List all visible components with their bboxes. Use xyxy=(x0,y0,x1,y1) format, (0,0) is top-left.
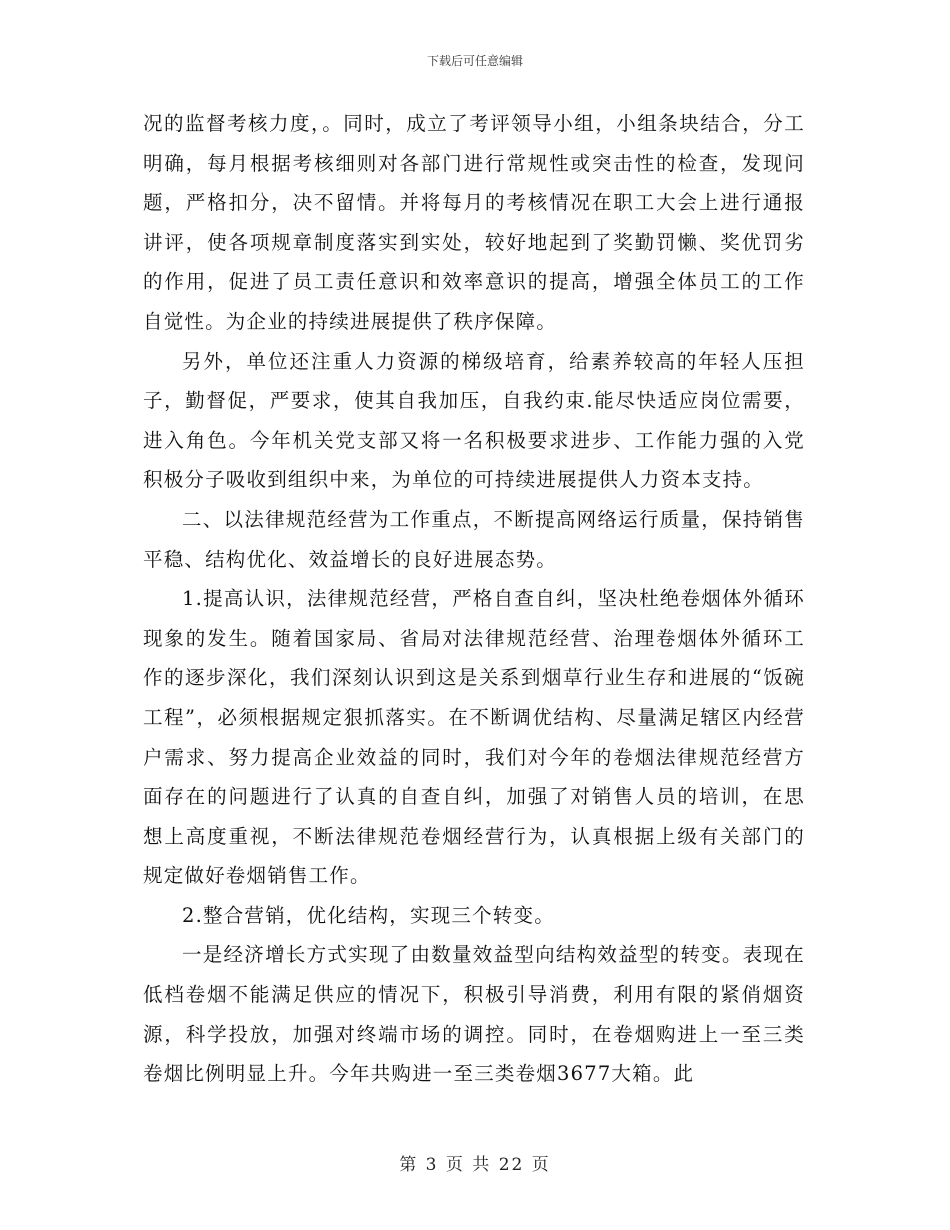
page-header-note: 下载后可任意编辑 xyxy=(426,54,523,68)
paragraph-4: 1.提高认识，法律规范经营，严格自查自纠，坚决杜绝卷烟体外循环现象的发生。随着国家局、省局对法律规范经营、治理卷烟体外循环工作的逐步深化，我们深刻认识到这是关系到烟草行业生存和进展的“饭碗工程”，必须根据规定狠抓落实。在不断调优结构、尽量满足辖区内经营户需求、努力提高企业效益的同时，我们对今年的卷烟法律规范经营方面存在的问题进行了认真的自查自纠，加强了对销售人员的培训，在思想上高度重视，不断法律规范卷烟经营行为，认真根据上级有关部门的规定做好卷烟销售工作。 xyxy=(143,587,805,888)
paragraph-3-section-heading: 二、以法律规范经营为工作重点，不断提高网络运行质量，保持销售平稳、结构优化、效益增长的良好进展态势。 xyxy=(143,507,805,571)
paragraph-5-subheading: 2.整合营销，优化结构，实现三个转变。 xyxy=(182,903,555,927)
paragraph-2: 另外，单位还注重人力资源的梯级培育，给素养较高的年轻人压担子，勤督促，严要求，使其自我加压，自我约束.能尽快适应岗位需要，进入角色。今年机关党支部又将一名积极要求进步、工作能力强的入党积极分子吸收到组织中来，为单位的可持续进展提供人力资本支持。 xyxy=(143,349,805,492)
page-number-footer: 第 3 页 共 22 页 xyxy=(399,1155,551,1175)
document-body xyxy=(143,104,805,1094)
paragraph-1: 况的监督考核力度，。同时，成立了考评领导小组，小组条块结合，分工明确，每月根据考核细则对各部门进行常规性或突击性的检查，发现问题，严格扣分，决不留情。并将每月的考核情况在职工大会上进行通报讲评，使各项规章制度落实到实处，较好地起到了奖勤罚懒、奖优罚劣的作用，促进了员工责任意识和效率意识的提高，增强全体员工的工作自觉性。为企业的持续进展提供了秩序保障。 xyxy=(143,112,805,333)
paragraph-6: 一是经济增长方式实现了由数量效益型向结构效益型的转变。表现在低档卷烟不能满足供应的情况下，积极引导消费，利用有限的紧俏烟资源，科学投放，加强对终端市场的调控。同时，在卷烟购进上一至三类卷烟比例明显上升。今年共购进一至三类卷烟3677大箱。此 xyxy=(143,943,805,1086)
